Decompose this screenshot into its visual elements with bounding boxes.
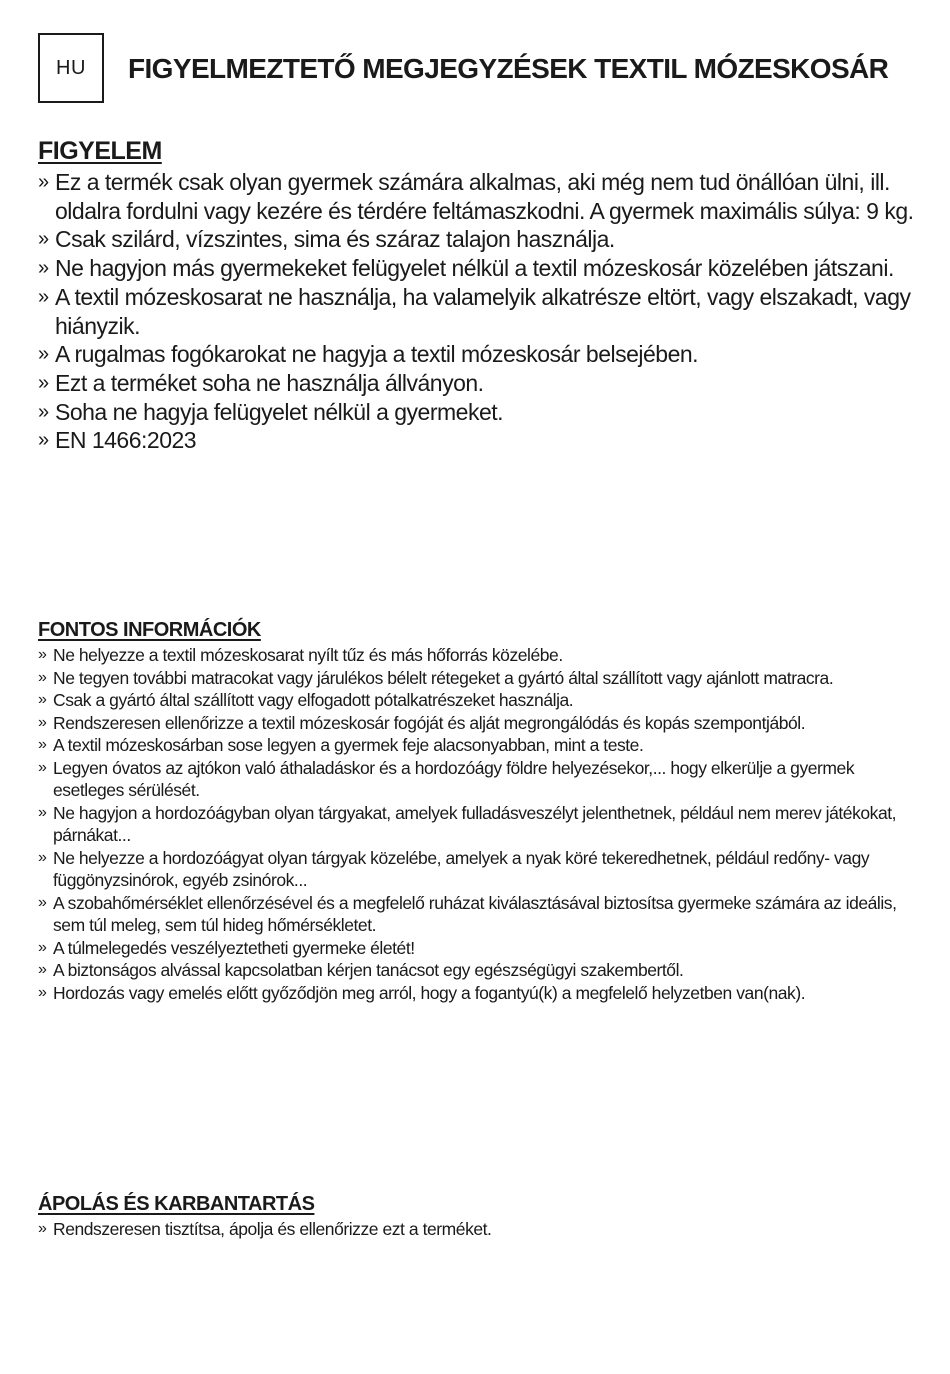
- language-badge: HU: [38, 33, 104, 103]
- important-info-section: [38, 619, 922, 1004]
- list-item: » Ne hagyjon a hordozóágyban olyan tárgyakat, amelyek fulladásveszélyt jelenthetnek, például nem merev játékokat, párnákat...: [38, 802, 922, 847]
- list-item: » Ne tegyen további matracokat vagy járulékos bélelt rétegeket a gyártó által szállított vagy ajánlott matracra.: [38, 667, 922, 690]
- list-item: » A túlmelegedés veszélyeztetheti gyermeke életét!: [38, 937, 922, 960]
- list-item: » Legyen óvatos az ajtókon való áthaladáskor és a hordozóágy földre helyezésekor,... hogy elkerülje a gyermek esetleges sérülését.: [38, 757, 922, 802]
- list-item: » A biztonságos alvással kapcsolatban kérjen tanácsot egy egészségügyi szakembertől.: [38, 959, 922, 982]
- list-item: » Hordozás vagy emelés előtt győződjön meg arról, hogy a fogantyú(k) a megfelelő helyzetben van(nak).: [38, 982, 922, 1005]
- list-item: » Ez a termék csak olyan gyermek számára alkalmas, aki még nem tud önállóan ülni, ill. oldalra fordulni vagy kezére és térdére feltámaszkodni. A gyermek maximális súlya: 9 kg.: [38, 168, 922, 225]
- list-item: » Csak a gyártó által szállított vagy elfogadott pótalkatrészeket használja.: [38, 689, 922, 712]
- warning-list: [38, 168, 922, 455]
- list-item: » Ezt a terméket soha ne használja állványon.: [38, 369, 922, 398]
- list-item: » A rugalmas fogókarokat ne hagyja a textil mózeskosár belsejében.: [38, 340, 922, 369]
- care-list: [38, 1218, 922, 1241]
- warning-section: [38, 137, 922, 455]
- list-item: » Ne helyezze a textil mózeskosarat nyílt tűz és más hőforrás közelébe.: [38, 644, 922, 667]
- list-item: » A textil mózeskosárban sose legyen a gyermek feje alacsonyabban, mint a teste.: [38, 734, 922, 757]
- important-info-list: [38, 644, 922, 1004]
- care-section: [38, 1193, 922, 1241]
- list-item: » EN 1466:2023: [38, 426, 922, 455]
- page-title: FIGYELMEZTETŐ MEGJEGYZÉSEK TEXTIL MÓZESKOSÁR: [128, 53, 889, 84]
- list-item: » Ne hagyjon más gyermekeket felügyelet nélkül a textil mózeskosár közelében játszani.: [38, 254, 922, 283]
- list-item: » Rendszeresen ellenőrizze a textil mózeskosár fogóját és alját megrongálódás és kopás szempontjából.: [38, 712, 922, 735]
- list-item: » A szobahőmérséklet ellenőrzésével és a megfelelő ruházat kiválasztásával biztosítsa gyermeke számára az ideális, sem túl meleg, sem túl hideg hőmérsékletet.: [38, 892, 922, 937]
- list-item: » Ne helyezze a hordozóágyat olyan tárgyak közelébe, amelyek a nyak köré tekeredhetnek, például redőny- vagy függönyzsinórok, egyéb zsinórok...: [38, 847, 922, 892]
- list-item: » Csak szilárd, vízszintes, sima és száraz talajon használja.: [38, 225, 922, 254]
- list-item: » Soha ne hagyja felügyelet nélkül a gyermeket.: [38, 398, 922, 427]
- list-item: » Rendszeresen tisztítsa, ápolja és ellenőrizze ezt a terméket.: [38, 1218, 922, 1241]
- important-info-heading: FONTOS INFORMÁCIÓK: [38, 619, 261, 641]
- list-item: » A textil mózeskosarat ne használja, ha valamelyik alkatrésze eltört, vagy elszakadt, vagy hiányzik.: [38, 283, 922, 340]
- page-header: [38, 33, 920, 107]
- care-heading: ÁPOLÁS ÉS KARBANTARTÁS: [38, 1193, 315, 1215]
- warning-heading: FIGYELEM: [38, 137, 162, 165]
